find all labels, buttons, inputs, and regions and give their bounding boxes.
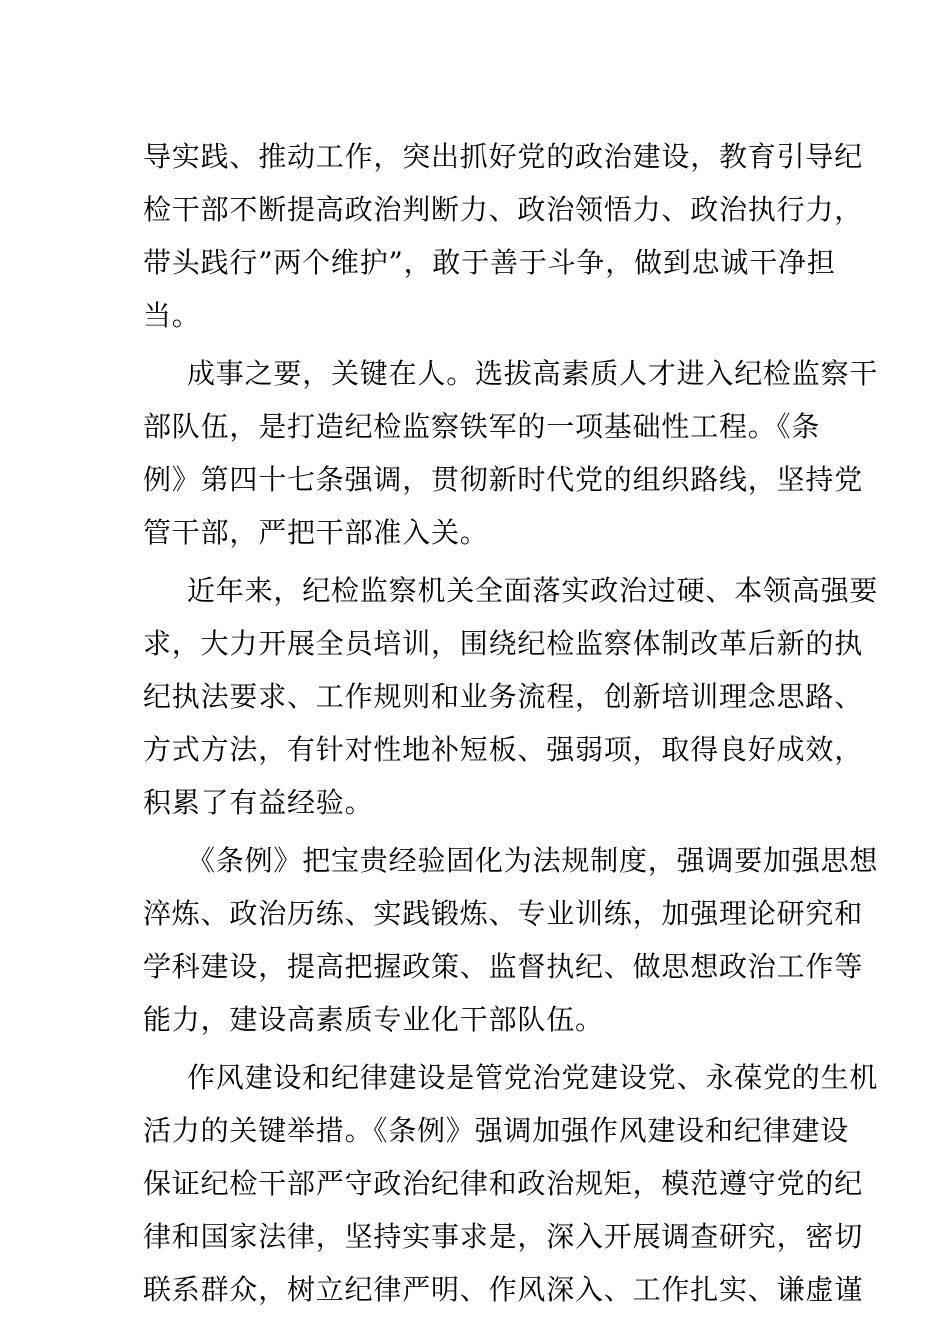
text-line: 检干部不断提高政治判断力、政治领悟力、政治执行力， [143, 193, 864, 226]
paragraph-3 [143, 564, 879, 829]
document-body [143, 130, 879, 1316]
text-line: 活力的关键举措。《条例》强调加强作风建设和纪律建设 [143, 1114, 850, 1147]
text-line: 近年来，纪检监察机关全面落实政治过硬、本领高强要 [187, 574, 879, 607]
text-line: 管干部，严把干部准入关。 [143, 516, 489, 549]
text-line: 部队伍，是打造纪检监察铁军的一项基础性工程。《条 [143, 410, 821, 443]
text-line: 导实践、推动工作，突出抓好党的政治建设，教育引导纪 [143, 140, 864, 173]
text-line: 保证纪检干部严守政治纪律和政治规矩，模范遵守党的纪 [143, 1167, 864, 1200]
paragraph-4 [143, 834, 879, 1046]
text-line: 方式方法，有针对性地补短板、强弱项，取得良好成效， [143, 733, 864, 766]
text-line: 带头践行”两个维护”，敢于善于斗争，做到忠诚干净担 [143, 246, 836, 279]
paragraph-1 [143, 130, 864, 342]
paragraph-2 [143, 347, 879, 559]
text-line: 纪执法要求、工作规则和业务流程，创新培训理念思路、 [143, 680, 864, 713]
text-line: 律和国家法律，坚持实事求是，深入开展调查研究，密切 [143, 1220, 864, 1253]
paragraph-5 [143, 1051, 879, 1316]
text-line: 作风建设和纪律建设是管党治党建设党、永葆党的生机 [187, 1061, 879, 1094]
text-line: 积累了有益经验。 [143, 786, 374, 819]
text-line: 当。 [143, 299, 201, 332]
text-line: 学科建设，提高把握政策、监督执纪、做思想政治工作等 [143, 950, 864, 983]
text-line: 能力，建设高素质专业化干部队伍。 [143, 1003, 604, 1036]
text-line: 求，大力开展全员培训，围绕纪检监察体制改革后新的执 [143, 627, 864, 660]
text-line: 淬炼、政治历练、实践锻炼、专业训练，加强理论研究和 [143, 897, 864, 930]
text-line: 例》第四十七条强调，贯彻新时代党的组织路线，坚持党 [143, 463, 864, 496]
text-line: 《条例》把宝贵经验固化为法规制度，强调要加强思想 [187, 844, 879, 877]
text-line: 成事之要，关键在人。选拔高素质人才进入纪检监察干 [187, 357, 879, 390]
text-line: 联系群众，树立纪律严明、作风深入、工作扎实、谦虚谨 [143, 1273, 864, 1306]
